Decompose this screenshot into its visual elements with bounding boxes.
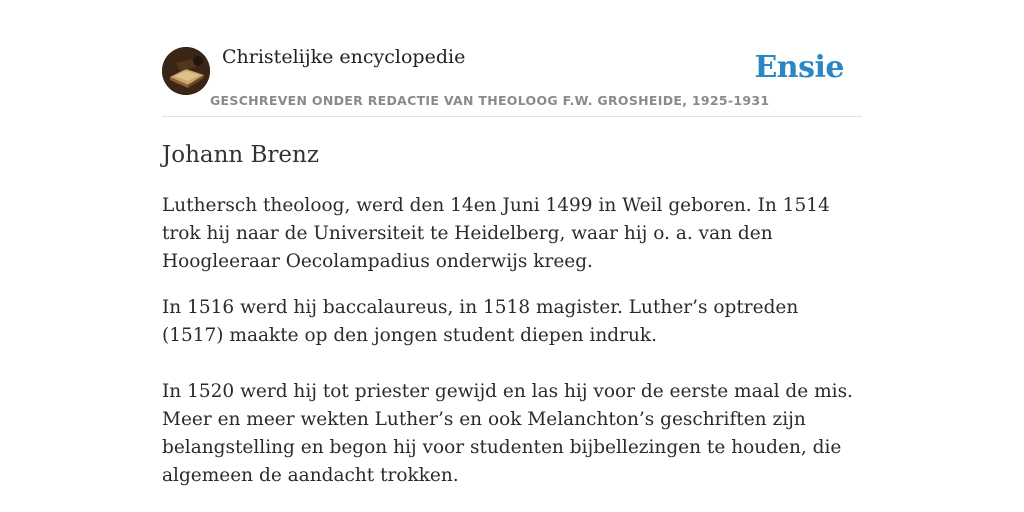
source-subtitle: GESCHREVEN ONDER REDACTIE VAN THEOLOOG F.W. GROSHEIDE, 1925-1931 <box>210 93 770 108</box>
source-header <box>162 38 862 117</box>
article-paragraph: Luthersch theoloog, werd den 14en Juni 1499 in Weil geboren. In 1514 trok hij naar de Universiteit te Heidelberg, waar hij o. a. van den Hoogleeraar Oecolampadius onderwijs kreeg. <box>162 195 830 272</box>
article-title: Johann Brenz <box>162 142 319 168</box>
ensie-logo-link[interactable]: Ensie <box>754 50 844 85</box>
source-title[interactable]: Christelijke encyclopedie <box>222 46 466 68</box>
book-avatar-icon[interactable] <box>162 47 210 95</box>
article-paragraph: In 1520 werd hij tot priester gewijd en las hij voor de eerste maal de mis. Meer en meer wekten Luther’s en ook Melanchton’s geschriften zijn belangstelling en begon hij voor studenten bijbellezingen te houden, die algemeen de aandacht trokken. <box>162 381 853 486</box>
article <box>162 138 862 508</box>
article-paragraph: In 1516 werd hij baccalaureus, in 1518 magister. Luther’s optreden (1517) maakte op den jongen student diepen indruk. <box>162 297 799 346</box>
